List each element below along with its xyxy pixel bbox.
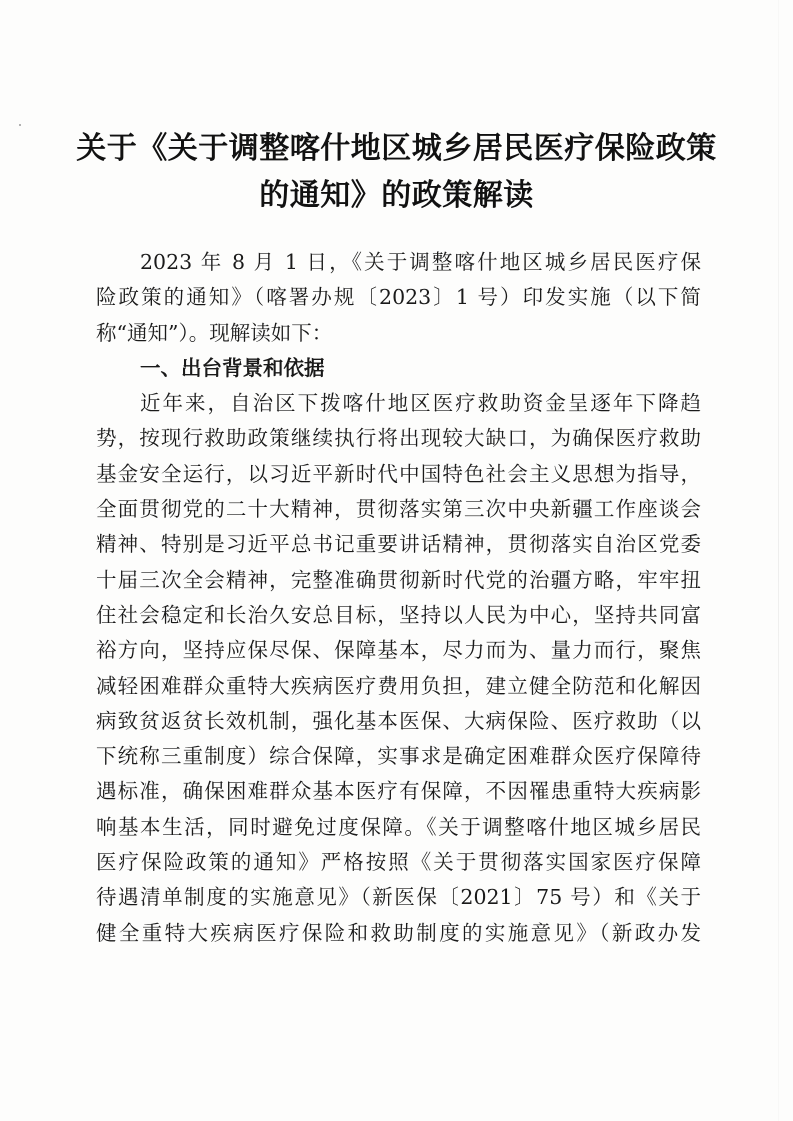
paragraph-line-11: 下统称三重制度）综合保障，实事求是确定困难群众医疗保障待 (96, 744, 701, 769)
paragraph-line-7: 住社会稳定和长治久安总目标，坚持以人民为中心，坚持共同富 (96, 602, 701, 627)
scan-edge-line (778, 0, 779, 1121)
paragraph-line-6: 十届三次全会精神，完整准确贯彻新时代党的治疆方略，牢牢扭 (96, 567, 701, 592)
paragraph-line-13: 响基本生活，同时避免过度保障。《关于调整喀什地区城乡居民 (96, 814, 701, 839)
paragraph-line-14: 医疗保险政策的通知》严格按照《关于贯彻落实国家医疗保障 (96, 850, 701, 875)
document-body (96, 245, 701, 951)
paragraph-line-15: 待遇清单制度的实施意见》（新医保〔2021〕75 号）和《关于 (96, 885, 701, 910)
document-title (60, 125, 733, 219)
scan-speck (19, 124, 21, 126)
intro-line-3: 称“通知”）。现解读如下： (96, 320, 333, 345)
title-line-2: 的通知》的政策解读 (259, 178, 534, 213)
section-heading: 一、出台背景和依据 (140, 355, 325, 380)
paragraph-line-8: 裕方向，坚持应保尽保、保障基本，尽力而为、量力而行，聚焦 (96, 638, 701, 663)
intro-line-2: 险政策的通知》（喀署办规〔2023〕1 号）印发实施（以下简 (96, 285, 701, 310)
paragraph-line-5: 精神、特别是习近平总书记重要讲话精神，贯彻落实自治区党委 (96, 532, 701, 557)
title-line-1: 关于《关于调整喀什地区城乡居民医疗保险政策 (76, 131, 717, 166)
paragraph-line-2: 势，按现行救助政策继续执行将出现较大缺口，为确保医疗救助 (96, 426, 701, 451)
paragraph-line-9: 减轻困难群众重特大疾病医疗费用负担，建立健全防范和化解因 (96, 673, 701, 698)
paragraph-line-1: 近年来，自治区下拨喀什地区医疗救助资金呈逐年下降趋 (140, 391, 701, 416)
paragraph-line-16: 健全重特大疾病医疗保险和救助制度的实施意见》（新政办发 (96, 920, 701, 945)
paragraph-line-3: 基金安全运行，以习近平新时代中国特色社会主义思想为指导， (96, 461, 701, 486)
paragraph-line-12: 遇标准，确保困难群众基本医疗有保障，不因罹患重特大疾病影 (96, 779, 701, 804)
intro-line-1: 2023 年 8 月 1 日，《关于调整喀什地区城乡居民医疗保 (140, 250, 701, 274)
paragraph-line-10: 病致贫返贫长效机制，强化基本医保、大病保险、医疗救助（以 (96, 708, 701, 733)
paragraph-line-4: 全面贯彻党的二十大精神，贯彻落实第三次中央新疆工作座谈会 (96, 497, 701, 522)
